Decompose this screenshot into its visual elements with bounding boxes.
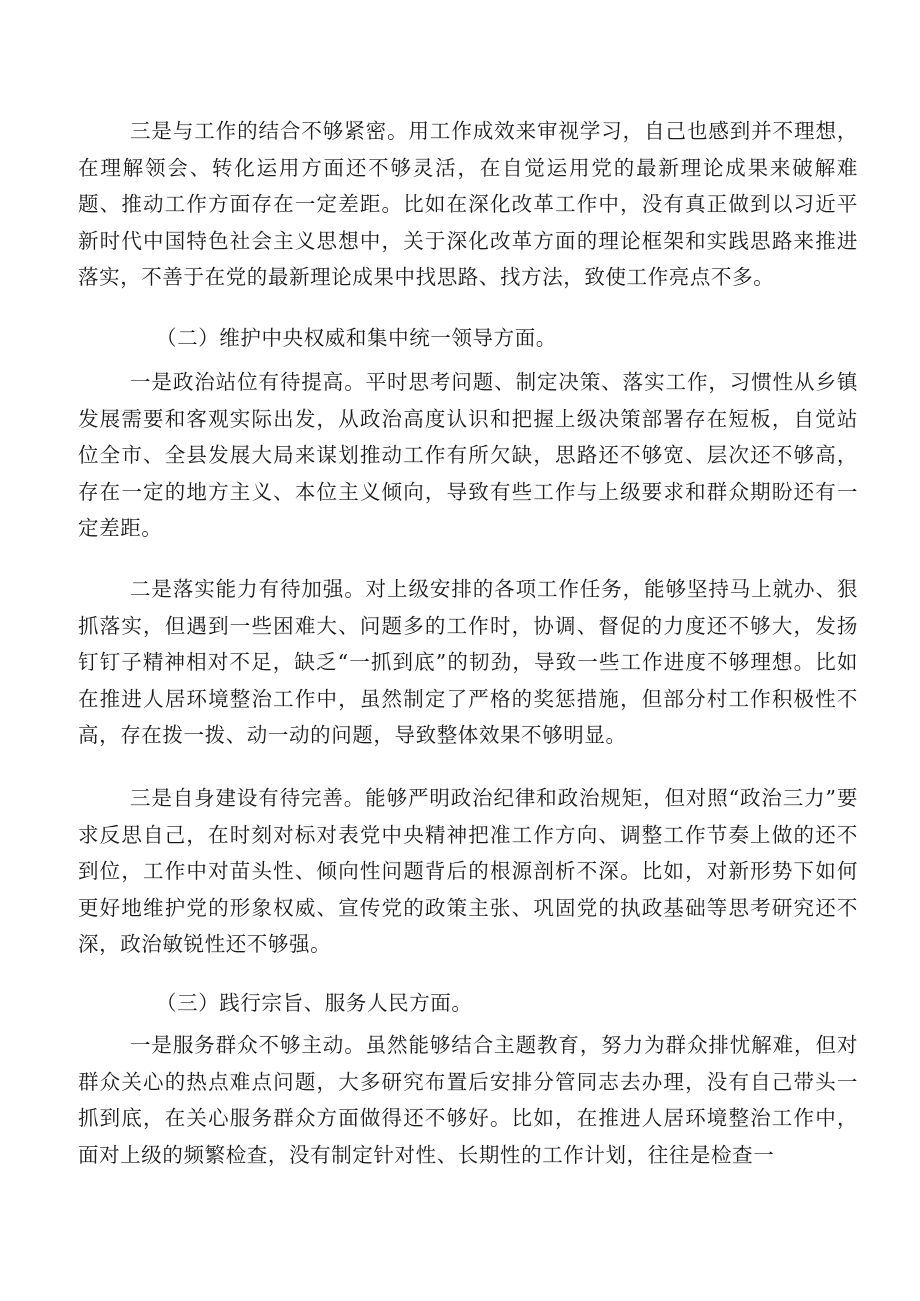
paragraph-serve-masses: 一是服务群众不够主动。虽然能够结合主题教育，努力为群众排忧解难，但对群众关心的热点难点问题，大多研究布置后安排分管同志去办理，没有自己带头一抓到底，在关心服务群众方面做得还不够好。比如，在推进人居环境整治工作中，面对上级的频繁检查，没有制定针对性、长期性的工作计划，往往是检查一 bbox=[78, 1033, 858, 1167]
paragraph-implementation-capacity: 二是落实能力有待加强。对上级安排的各项工作任务，能够坚持马上就办、狠抓落实，但遇到一些困难大、问题多的工作时，协调、督促的力度还不够大，发扬钉钉子精神相对不足，缺乏“一抓到底”的韧劲，导致一些工作进度不够理想。比如在推进人居环境整治工作中，虽然制定了严格的奖惩措施，但部分村工作积极性不高，存在拨一拨、动一动的问题，导致整体效果不够明显。 bbox=[78, 577, 858, 747]
paragraph-study-work-integration: 三是与工作的结合不够紧密。用工作成效来审视学习，自己也感到并不理想，在理解领会、转化运用方面还不够灵活，在自觉运用党的最新理论成果来破解难题、推动工作方面存在一定差距。比如在深化改革工作中，没有真正做到以习近平新时代中国特色社会主义思想中，关于深化改革方面的理论框架和实践思路来推进落实，不善于在党的最新理论成果中找思路、找方法，致使工作亮点不多。 bbox=[78, 119, 858, 289]
paragraph-self-construction: 三是自身建设有待完善。能够严明政治纪律和政治规矩，但对照“政治三力”要求反思自己，在时刻对标对表党中央精神把准工作方向、调整工作节奏上做的还不到位，工作中对苗头性、倾向性问题背后的根源剖析不深。比如，对新形势下如何更好地维护党的形象权威、宣传党的政策主张、巩固党的执政基础等思考研究还不深，政治敏锐性还不够强。 bbox=[78, 786, 858, 956]
paragraph-political-position: 一是政治站位有待提高。平时思考问题、制定决策、落实工作，习惯性从乡镇发展需要和客观实际出发，从政治高度认识和把握上级决策部署存在短板，自觉站位全市、全县发展大局来谋划推动工作有所欠缺，思路还不够宽、层次还不够高，存在一定的地方主义、本位主义倾向，导致有些工作与上级要求和群众期盼还有一定差距。 bbox=[78, 370, 858, 540]
section-heading-central-authority: （二）维护中央权威和集中统一领导方面。 bbox=[156, 326, 557, 350]
section-heading-serve-people: （三）践行宗旨、服务人民方面。 bbox=[156, 991, 473, 1015]
